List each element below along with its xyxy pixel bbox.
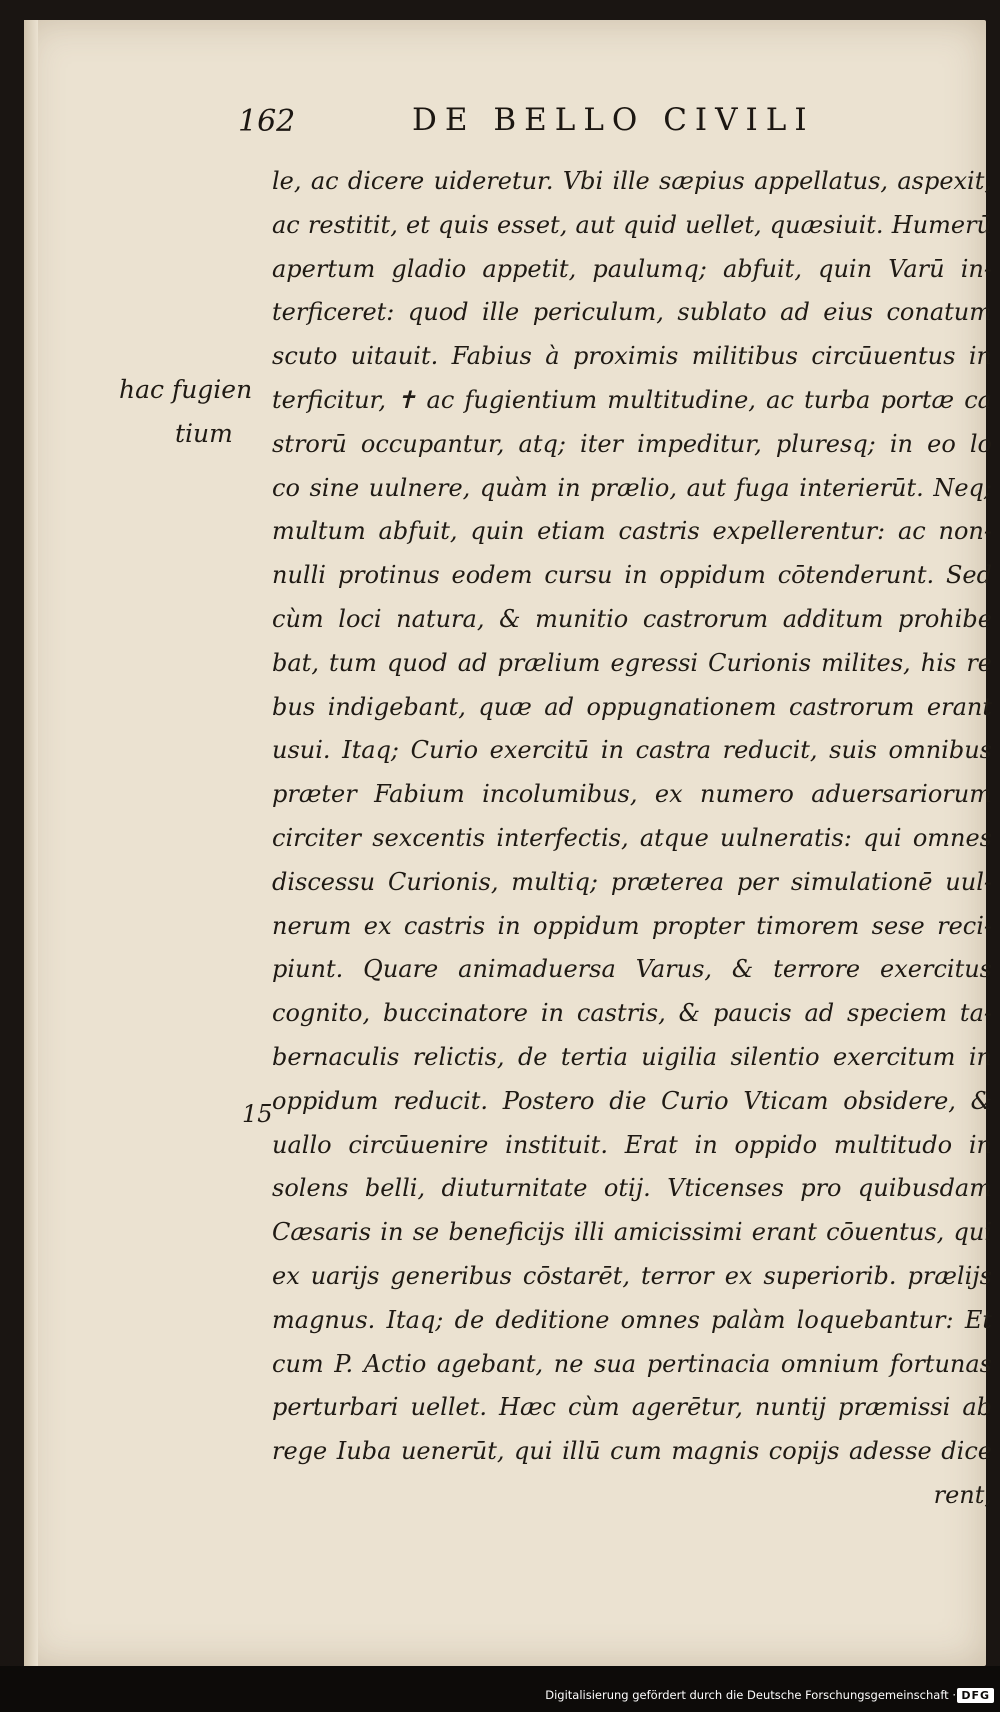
digitization-footer (0, 1666, 1000, 1712)
text-line: præter Fabium incolumibus, ex numero aduersariorum (272, 780, 992, 809)
marginal-note-line-2: tium (175, 419, 233, 448)
text-line: ac restitit, et quis esset, aut quid uellet, quæsiuit. Humerū (272, 210, 992, 239)
text-line: terficeret: quod ille periculum, sublato ad eius conatum (272, 298, 992, 327)
page-gutter-shadow (24, 20, 38, 1666)
running-title: DE BELLO CIVILI (412, 102, 815, 138)
text-line: bat, tum quod ad prælium egressi Curionis milites, his re (272, 648, 992, 677)
text-line: oppidum reducit. Postero die Curio Vticam obsidere, & (272, 1086, 992, 1115)
text-line: discessu Curionis, multiq; præterea per simulationē uul- (272, 867, 992, 896)
text-line: usui. Itaq; Curio exercitū in castra reducit, suis omnibus (272, 736, 992, 765)
dfg-logo: DFG (957, 1688, 994, 1703)
text-line: piunt. Quare animaduersa Varus, & terrore exercitus (272, 955, 992, 984)
text-line: circiter sexcentis interfectis, atque uulneratis: qui omnes (272, 823, 992, 852)
text-line: uallo circūuenire instituit. Erat in oppido multitudo in (272, 1130, 992, 1159)
text-line: perturbari uellet. Hæc cùm agerētur, nuntij præmissi ab (272, 1393, 992, 1422)
running-head (24, 98, 986, 148)
text-line: cùm loci natura, & munitio castrorum additum prohibe (272, 604, 992, 633)
text-line: multum abfuit, quin etiam castris expellerentur: ac non- (272, 517, 992, 546)
funding-credit: Digitalisierung gefördert durch die Deutsche Forschungsgemeinschaft · (545, 1688, 956, 1702)
text-line: terficitur, ✝ ac fugientium multitudine, ac turba portæ ca (272, 385, 992, 414)
text-line: cum P. Actio agebant, ne sua pertinacia omnium fortunas (272, 1349, 992, 1378)
text-line: co sine uulnere, quàm in prælio, aut fuga interierūt. Neq; (272, 473, 992, 502)
page-number: 162 (238, 104, 296, 139)
text-line: ex uarijs generibus cōstarēt, terror ex superiorib. prælijs (272, 1261, 992, 1290)
text-line: magnus. Itaq; de deditione omnes palàm loquebantur: Et (272, 1305, 992, 1334)
text-line: solens belli, diuturnitate otij. Vticenses pro quibusdam (272, 1174, 992, 1203)
text-line: apertum gladio appetit, paulumq; abfuit, quin Varū in- (272, 254, 992, 283)
text-line: bernaculis relictis, de tertia uigilia silentio exercitum in (272, 1042, 992, 1071)
text-line: strorū occupantur, atq; iter impeditur, pluresq; in eo lo (272, 429, 992, 458)
text-line: cognito, buccinatore in castris, & paucis ad speciem ta- (272, 999, 992, 1028)
book-page (24, 20, 992, 1666)
marginal-note-line-1: hac fugien (119, 375, 253, 404)
text-line: scuto uitauit. Fabius à proximis militibus circūuentus in (272, 342, 992, 371)
text-line: rege Iuba uenerūt, qui illū cum magnis copijs adesse dice (272, 1437, 992, 1466)
text-line: bus indigebant, quæ ad oppugnationem castrorum erant (272, 692, 992, 721)
body-text (272, 160, 992, 1518)
line-number-marker: 15 (242, 1100, 273, 1128)
text-line: nerum ex castris in oppidum propter timorem sese reci- (272, 911, 992, 940)
text-line: nulli protinus eodem cursu in oppidum cōtenderunt. Sed (272, 561, 992, 590)
text-line: Cæsaris in se beneficijs illi amicissimi erant cōuentus, qui (272, 1218, 992, 1247)
catchword: rent, (933, 1480, 992, 1509)
text-line: le, ac dicere uideretur. Vbi ille sæpius appellatus, aspexit, (272, 167, 992, 195)
